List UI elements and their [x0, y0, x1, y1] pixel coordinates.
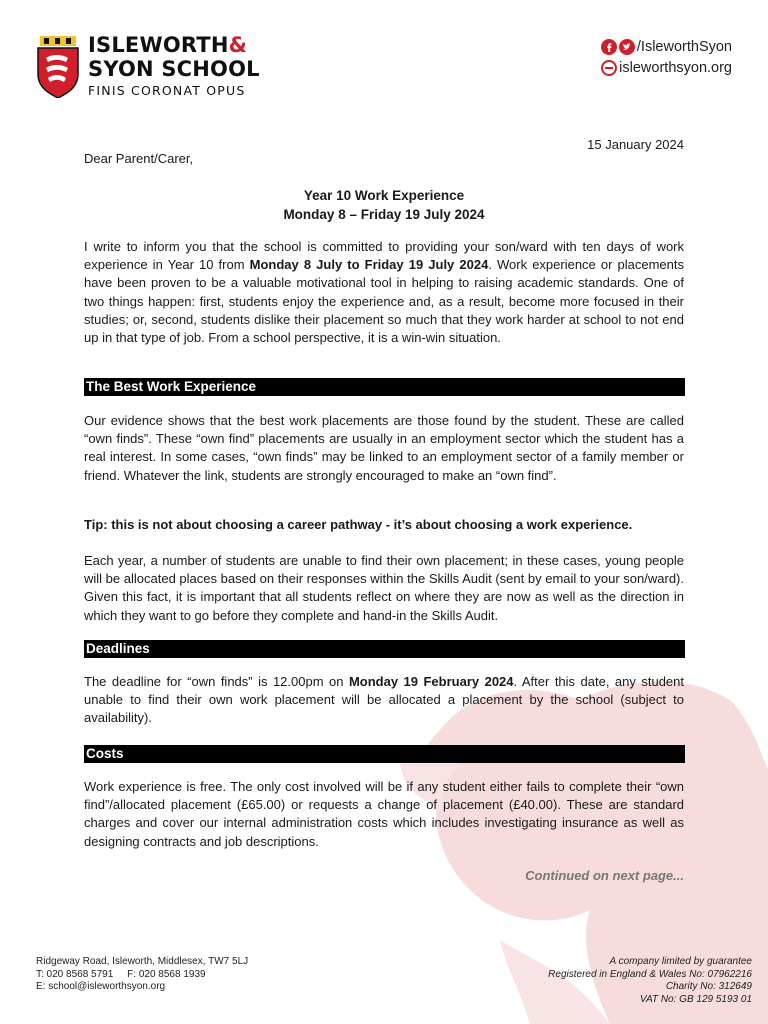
social-handle-link[interactable]: /IsleworthSyon [636, 38, 732, 55]
school-name [88, 33, 260, 98]
section-heading-costs: Costs [84, 745, 685, 763]
deadlines-paragraph [84, 673, 684, 728]
section-heading-deadlines: Deadlines [84, 640, 685, 658]
section-heading-best-work-experience: The Best Work Experience [84, 378, 685, 396]
footer-company: A company limited by guarantee [609, 956, 752, 967]
footer-phone: T: 020 8568 5791 F: 020 8568 1939 [36, 968, 206, 980]
footer-contact [36, 956, 248, 994]
footer-vat: VAT No: GB 129 5193 01 [639, 993, 752, 1005]
footer-registered: Registered in England & Wales No: 07962216 [548, 968, 752, 980]
school-name-line1: ISLEWORTH [88, 33, 229, 57]
salutation: Dear Parent/Carer, [84, 151, 194, 166]
intro-dates-bold: Monday 8 July to Friday 19 July 2024 [249, 257, 489, 273]
globe-icon [601, 60, 617, 76]
skills-audit-paragraph: Each year, a number of students are unable to find their own placement; in these cases, young people will be allocated places based on their responses within the Skills Audit (sent by email to your son/ward). Given this fact, it is important that all students reflect on where they are now as well as the direction in which they want to go before they complete and hand-in the Skills Audit. [84, 553, 684, 623]
school-name-line2: SYON SCHOOL [88, 57, 260, 81]
best-experience-paragraph: Our evidence shows that the best work placements are those found by the student. These are called “own finds”. These “own find” placements are usually in an employment sector which the student has a real interest. In some cases, “own finds” may be linked to an employment sector of a family member or friend. Whatever the link, students are strongly encouraged to make an “own find”. [84, 413, 684, 483]
twitter-icon[interactable] [619, 39, 635, 55]
facebook-icon[interactable] [601, 39, 617, 55]
letter-date: 15 January 2024 [587, 137, 684, 152]
letter-title-main: Year 10 Work Experience [303, 188, 465, 203]
contact-links [601, 36, 732, 78]
footer-email[interactable]: E: school@isleworthsyon.org [36, 981, 166, 993]
school-crest-icon [36, 36, 80, 98]
footer-charity: Charity No: 312649 [665, 981, 752, 993]
website-link[interactable]: isleworthsyon.org [619, 59, 732, 76]
continued-note: Continued on next page... [525, 868, 684, 883]
school-name-ampersand: & [228, 33, 248, 57]
intro-paragraph [84, 238, 684, 347]
school-motto: FINIS CORONAT OPUS [88, 83, 246, 98]
letter-title-dates: Monday 8 – Friday 19 July 2024 [283, 207, 485, 222]
deadline-date-bold: Monday 19 February 2024 [348, 674, 514, 689]
footer-legal [548, 956, 752, 1006]
footer-address: Ridgeway Road, Isleworth, Middlesex, TW7 5LJ [36, 956, 249, 967]
letter-title [84, 186, 684, 224]
deadlines-text-b: . After this date, any student unable to find their own work placement will be allocated a placement by the school (subject to availability). [84, 674, 684, 726]
deadlines-text-a: The deadline for “own finds” is 12.00pm on [84, 674, 349, 689]
costs-paragraph: Work experience is free. The only cost involved will be if any student either fails to complete their “own find”/allocated placement (£65.00) or requests a change of placement (£40.00). These are standard charges and cover our internal administration costs which includes investigating insurance as well as designing contracts and job descriptions. [84, 779, 684, 849]
intro-text-a: I write to inform you that the school is committed to providing your son/ward with ten days of work experience in Year 10 from [84, 239, 684, 273]
intro-text-b: . Work experience or placements have been proven to be a valuable motivational tool in helping to raising academic standards. One of two things happen: first, students enjoy the experience and, as a result, become more focused in their studies; or, second, students dislike their placement so much that they work harder at school to not end up in that type of job. From a school perspective, it is a win-win situation. [84, 257, 685, 346]
tip-text: Tip: this is not about choosing a career pathway - it’s about choosing a work experience. [84, 517, 633, 532]
